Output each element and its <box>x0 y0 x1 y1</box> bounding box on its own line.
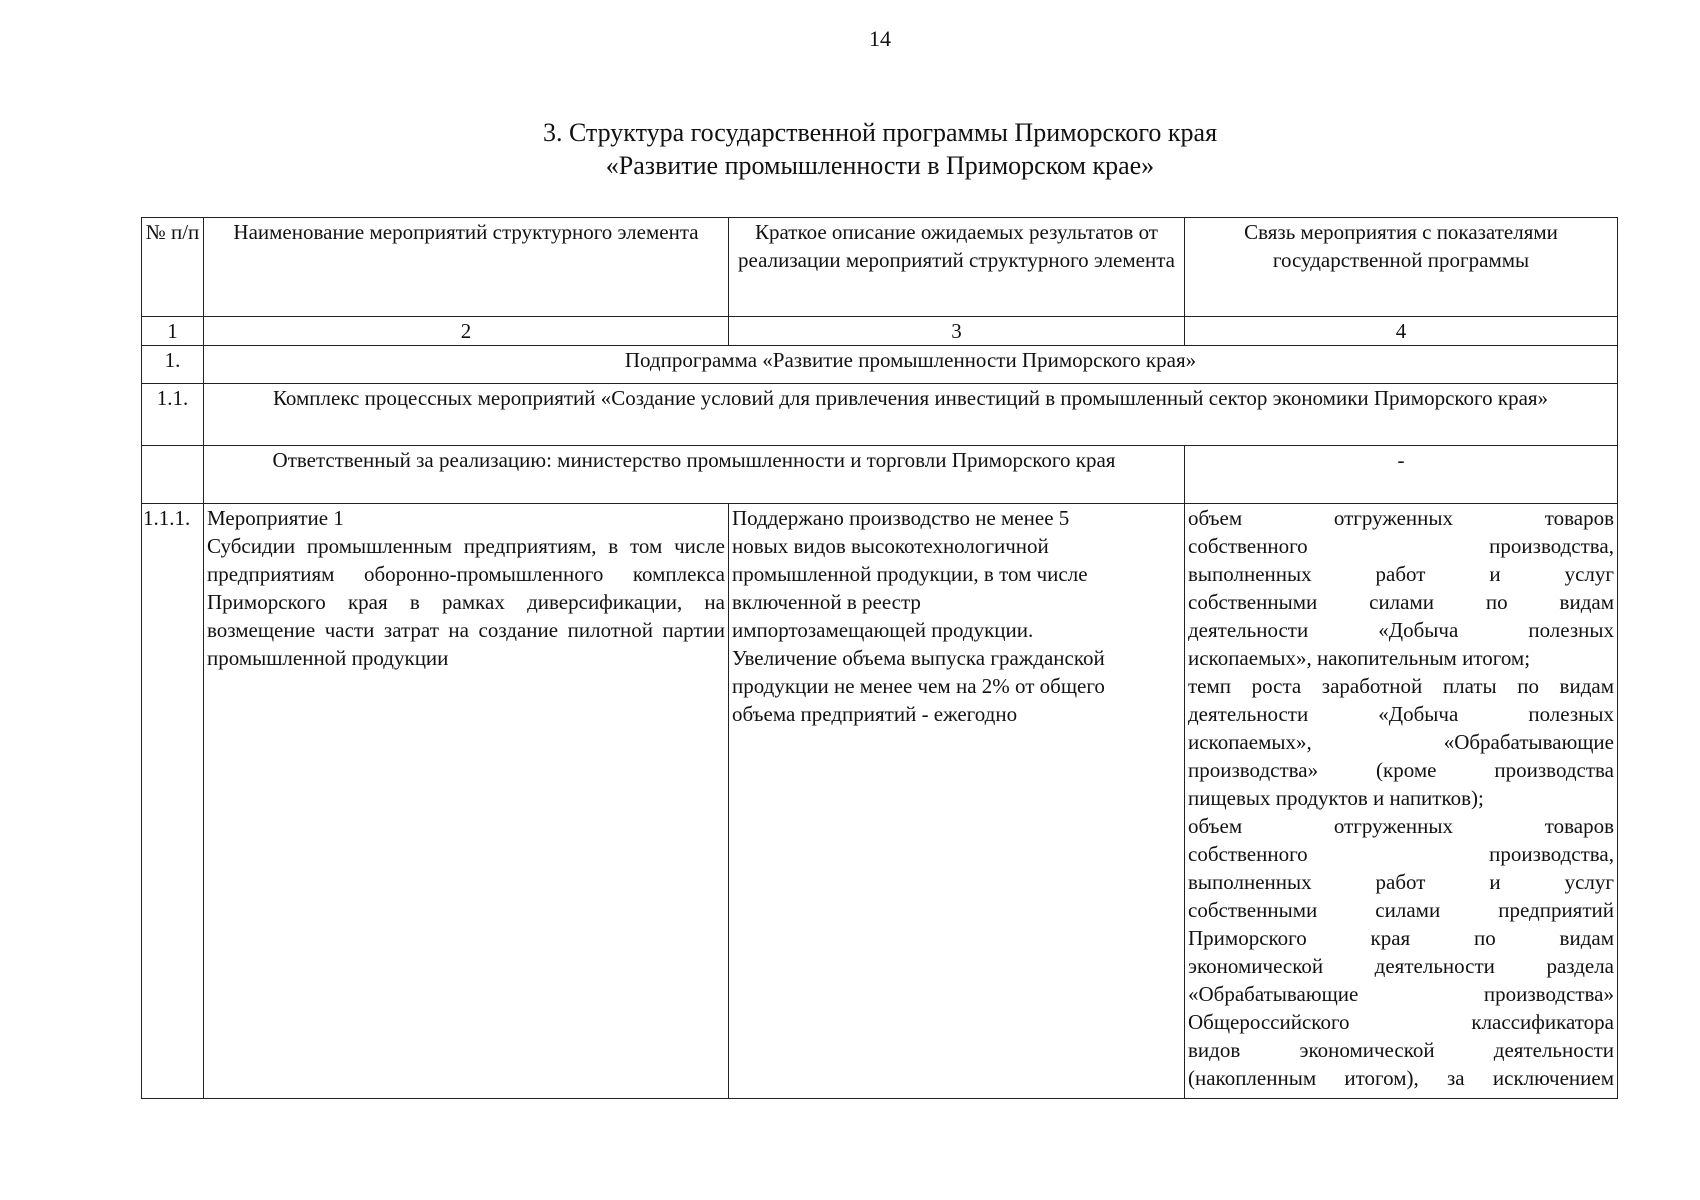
indicator-line: экономической деятельности раздела <box>1188 954 1614 978</box>
indicator-line: видов экономической деятельности <box>1188 1038 1614 1062</box>
indicator-line: Общероссийского классификатора <box>1188 1010 1614 1034</box>
indicator-line: собственными силами по видам <box>1188 590 1614 614</box>
measure-result-line: продукции не менее чем на 2% от общего <box>732 674 1105 698</box>
subprogram-num: 1. <box>142 346 204 384</box>
measure-row <box>142 504 1618 1099</box>
column-number-row <box>142 317 1618 346</box>
responsible-link: - <box>1185 446 1618 504</box>
indicator-line: собственного производства, <box>1188 534 1614 558</box>
measure-result-line: импортозамещающей продукции. <box>732 618 1034 642</box>
measure-result-line: объема предприятий - ежегодно <box>732 702 1018 726</box>
indicator-line: «Обрабатывающие производства» <box>1188 982 1614 1006</box>
header-results: Краткое описание ожидаемых результатов от реализации мероприятий структурного элемента <box>729 218 1185 317</box>
subprogram-title: Подпрограмма «Развитие промышленности Приморского края» <box>204 346 1618 384</box>
measure-name-cell <box>204 504 729 1099</box>
responsible-text: Ответственный за реализацию: министерство промышленности и торговли Приморского края <box>204 446 1185 504</box>
measure-description: Субсидии промышленным предприятиям, в том числе предприятиям оборонно-промышленного комплекса Приморского края в рамках диверсификации, на возмещение части затрат на создание пилотной партии промышленной продукции <box>207 534 725 670</box>
indicator-line: деятельности «Добыча полезных <box>1188 618 1614 642</box>
header-link: Связь мероприятия с показателями государственной программы <box>1185 218 1618 317</box>
measure-result-line: включенной в реестр <box>732 590 921 614</box>
complex-num: 1.1. <box>142 384 204 446</box>
indicator-line: собственного производства, <box>1188 842 1614 866</box>
indicator-line: ископаемых», накопительным итогом; <box>1188 646 1531 670</box>
document-title <box>0 116 1700 182</box>
table-header-row <box>142 218 1618 317</box>
measure-num: 1.1.1. <box>142 504 204 1099</box>
title-line-2: «Развитие промышленности в Приморском крае» <box>605 151 1155 180</box>
column-number-4: 4 <box>1185 317 1618 346</box>
measure-result-line: Увеличение объема выпуска гражданской <box>732 646 1105 670</box>
indicator-line: пищевых продуктов и напитков); <box>1188 786 1484 810</box>
indicator-line: объем отгруженных товаров <box>1188 506 1614 530</box>
column-number-2: 2 <box>204 317 729 346</box>
indicator-line: выполненных работ и услуг <box>1188 562 1614 586</box>
indicator-line: деятельности «Добыча полезных <box>1188 702 1614 726</box>
indicator-line: собственными силами предприятий <box>1188 898 1614 922</box>
responsible-num-empty <box>142 446 204 504</box>
indicator-line: производства» (кроме производства <box>1188 758 1614 782</box>
complex-title: Комплекс процессных мероприятий «Создание условий для привлечения инвестиций в промышленный сектор экономики Приморского края» <box>204 384 1618 446</box>
indicator-line: Приморского края по видам <box>1188 926 1614 950</box>
column-number-1: 1 <box>142 317 204 346</box>
measure-result-line: новых видов высокотехнологичной <box>732 534 1049 558</box>
program-structure-table <box>141 217 1618 1099</box>
complex-row <box>142 384 1618 446</box>
measure-result-line: промышленной продукции, в том числе <box>732 562 1088 586</box>
measure-result-line: Поддержано производство не менее 5 <box>732 506 1070 530</box>
column-number-3: 3 <box>729 317 1185 346</box>
indicator-line: выполненных работ и услуг <box>1188 870 1614 894</box>
indicator-line: ископаемых», «Обрабатывающие <box>1188 730 1614 754</box>
measure-indicators-cell <box>1185 504 1618 1099</box>
header-name: Наименование мероприятий структурного элемента <box>204 218 729 317</box>
measure-title: Мероприятие 1 <box>207 506 344 530</box>
page-number: 14 <box>869 26 891 51</box>
indicator-line: (накопленным итогом), за исключением <box>1188 1066 1614 1090</box>
responsible-row <box>142 446 1618 504</box>
title-line-1: 3. Структура государственной программы Приморского края <box>542 118 1218 147</box>
indicator-line: темп роста заработной платы по видам <box>1188 674 1614 698</box>
measure-results-cell <box>729 504 1185 1099</box>
header-num: № п/п <box>142 218 204 317</box>
subprogram-row <box>142 346 1618 384</box>
indicator-line: объем отгруженных товаров <box>1188 814 1614 838</box>
